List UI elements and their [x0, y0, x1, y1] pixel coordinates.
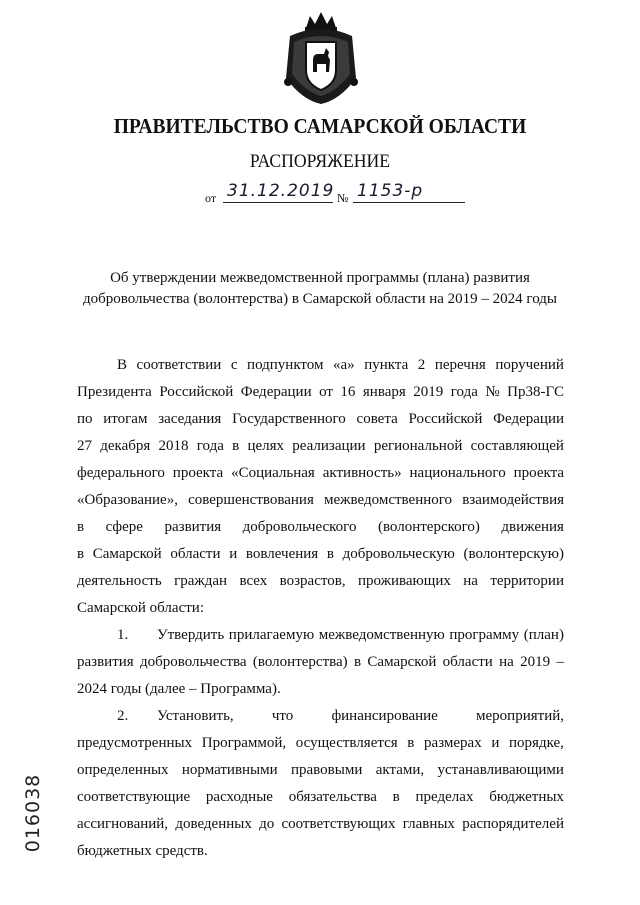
- word: в: [407, 735, 415, 751]
- word: поручений: [495, 357, 564, 373]
- item-number: 1.: [117, 627, 129, 643]
- body-line: [77, 568, 564, 595]
- word: вовлечения: [245, 546, 319, 562]
- word: «Социальная: [231, 465, 315, 481]
- word: 2: [417, 357, 426, 373]
- word: 2018: [158, 438, 189, 454]
- word: Самарской: [92, 546, 162, 562]
- word: межведомственного: [324, 492, 453, 508]
- item-number: 2.: [117, 708, 129, 724]
- word: определенных: [77, 762, 169, 778]
- word: проекта: [513, 465, 564, 481]
- word: «Образование»,: [77, 492, 178, 508]
- word: прилагаемую: [228, 627, 315, 643]
- word: порядке,: [509, 735, 564, 751]
- margin-stamp-text: 016038: [22, 773, 44, 853]
- word: в: [77, 519, 85, 535]
- word: (волонтерского): [377, 519, 480, 535]
- word: соответствующие: [77, 789, 191, 805]
- word: реализации: [292, 438, 366, 454]
- word: главных: [402, 816, 455, 832]
- body-line: бюджетных средств.: [77, 843, 208, 859]
- word: года: [196, 438, 224, 454]
- word: осуществляется: [295, 735, 398, 751]
- word: пределах: [415, 789, 474, 805]
- word: «а»: [333, 357, 355, 373]
- word: нормативными: [181, 762, 278, 778]
- word: Программой,: [201, 735, 287, 751]
- word: 16: [340, 384, 356, 400]
- word: бюджетных: [489, 789, 564, 805]
- word: активность»: [322, 465, 402, 481]
- word: расходные: [205, 789, 273, 805]
- word: региональной: [373, 438, 463, 454]
- word: Федерации: [240, 384, 312, 400]
- word: распорядителей: [462, 816, 564, 832]
- samara-coat-of-arms-icon: [280, 8, 362, 108]
- word: В: [117, 357, 128, 373]
- word: размерах: [424, 735, 482, 751]
- subject-line: Об утверждении межведомственной программы (плана) развития: [110, 270, 530, 286]
- word: подпунктом: [247, 357, 324, 373]
- word: межведомственную: [318, 627, 445, 643]
- word: с: [230, 357, 238, 373]
- body-line: [77, 379, 564, 406]
- word: деятельность: [77, 573, 162, 589]
- word: Федерации: [493, 411, 564, 427]
- word: мероприятий,: [476, 708, 564, 724]
- word: соответствующих: [281, 816, 396, 832]
- word: (волонтерскую): [463, 546, 564, 562]
- word: программу: [449, 627, 520, 643]
- body-line: [77, 757, 564, 784]
- body-line: [77, 352, 564, 379]
- word: ассигнований,: [77, 816, 169, 832]
- number-underline: [353, 202, 465, 203]
- word: в: [77, 546, 85, 562]
- word: граждан: [174, 573, 228, 589]
- word: проживающих: [357, 573, 451, 589]
- word: развития: [164, 519, 222, 535]
- word: развития: [77, 654, 134, 670]
- word: 2019: [413, 384, 444, 400]
- body-line: [77, 703, 564, 730]
- word: области: [442, 654, 493, 670]
- body-line: Самарской области:: [77, 600, 204, 616]
- word: от: [319, 384, 333, 400]
- word: целях: [247, 438, 285, 454]
- margin-stamp-number: [22, 768, 44, 858]
- word: и: [229, 546, 238, 562]
- word: предусмотренных: [77, 735, 193, 751]
- body-line: [77, 784, 564, 811]
- word: Государственного: [232, 411, 346, 427]
- word: января: [362, 384, 406, 400]
- word: в: [326, 546, 334, 562]
- subject-line: добровольчества (волонтерства) в Самарской области на 2019 – 2024 годы: [83, 291, 557, 307]
- number-label: №: [337, 191, 349, 205]
- word: Президента: [77, 384, 152, 400]
- word: возрастов,: [279, 573, 346, 589]
- word: обязательства: [288, 789, 377, 805]
- word: в: [392, 789, 400, 805]
- word: 2019: [520, 654, 551, 670]
- number-value: 1153-р: [357, 181, 424, 201]
- word: всех: [239, 573, 268, 589]
- word: декабря: [100, 438, 151, 454]
- word: –: [556, 654, 564, 670]
- word: федерального: [77, 465, 165, 481]
- word: (план): [523, 627, 564, 643]
- word: заседания: [158, 411, 222, 427]
- word: на: [499, 654, 514, 670]
- body-line: [77, 514, 564, 541]
- word: Самарской: [367, 654, 437, 670]
- word: добровольчества: [140, 654, 247, 670]
- body-line: [77, 406, 564, 433]
- word: в: [232, 438, 240, 454]
- word: 27: [77, 438, 92, 454]
- word: финансирование: [331, 708, 438, 724]
- word: национального: [409, 465, 506, 481]
- body-line: [77, 487, 564, 514]
- word: (волонтерства): [252, 654, 348, 670]
- word: что: [271, 708, 294, 724]
- word: взаимодействия: [462, 492, 564, 508]
- word: добровольческого: [242, 519, 357, 535]
- word: доведенных: [175, 816, 252, 832]
- word: в: [354, 654, 362, 670]
- word: Утвердить: [157, 627, 225, 643]
- body-line: [77, 433, 564, 460]
- word: совершенствования: [188, 492, 314, 508]
- item-text: [157, 622, 564, 649]
- word: проекта: [172, 465, 224, 481]
- date-label: от: [205, 191, 217, 205]
- body-line: [77, 622, 564, 649]
- word: Российской: [159, 384, 234, 400]
- date-value: 31.12.2019: [227, 181, 335, 201]
- document-body: [77, 352, 564, 865]
- body-line: [77, 730, 564, 757]
- word: на: [463, 573, 478, 589]
- organization-title: ПРАВИТЕЛЬСТВО САМАРСКОЙ ОБЛАСТИ: [113, 114, 527, 138]
- word: актами,: [375, 762, 425, 778]
- word: правовыми: [291, 762, 363, 778]
- body-line: [77, 811, 564, 838]
- word: устанавливающими: [437, 762, 564, 778]
- word: года: [450, 384, 478, 400]
- document-type: РАСПОРЯЖЕНИЕ: [249, 151, 391, 172]
- word: совета: [356, 411, 398, 427]
- word: территории: [490, 573, 564, 589]
- word: по: [77, 411, 93, 427]
- word: №: [485, 384, 500, 400]
- word: итогам: [103, 411, 148, 427]
- word: до: [259, 816, 275, 832]
- body-line: 2024 годы (далее – Программа).: [77, 681, 281, 697]
- word: области: [170, 546, 221, 562]
- word: составляющей: [470, 438, 564, 454]
- item-text: [157, 703, 564, 730]
- word: Пр38-ГС: [507, 384, 564, 400]
- body-line: [77, 460, 564, 487]
- date-number-line: [205, 180, 465, 210]
- word: и: [491, 735, 500, 751]
- word: пункта: [364, 357, 409, 373]
- date-underline: [223, 202, 333, 203]
- word: сфере: [105, 519, 143, 535]
- body-line: [77, 649, 564, 676]
- word: соответствии: [136, 357, 222, 373]
- document-subject: [60, 268, 580, 310]
- word: Российской: [408, 411, 483, 427]
- word: перечня: [434, 357, 486, 373]
- body-line: [77, 541, 564, 568]
- word: добровольческую: [342, 546, 455, 562]
- word: Установить,: [157, 708, 234, 724]
- word: движения: [501, 519, 564, 535]
